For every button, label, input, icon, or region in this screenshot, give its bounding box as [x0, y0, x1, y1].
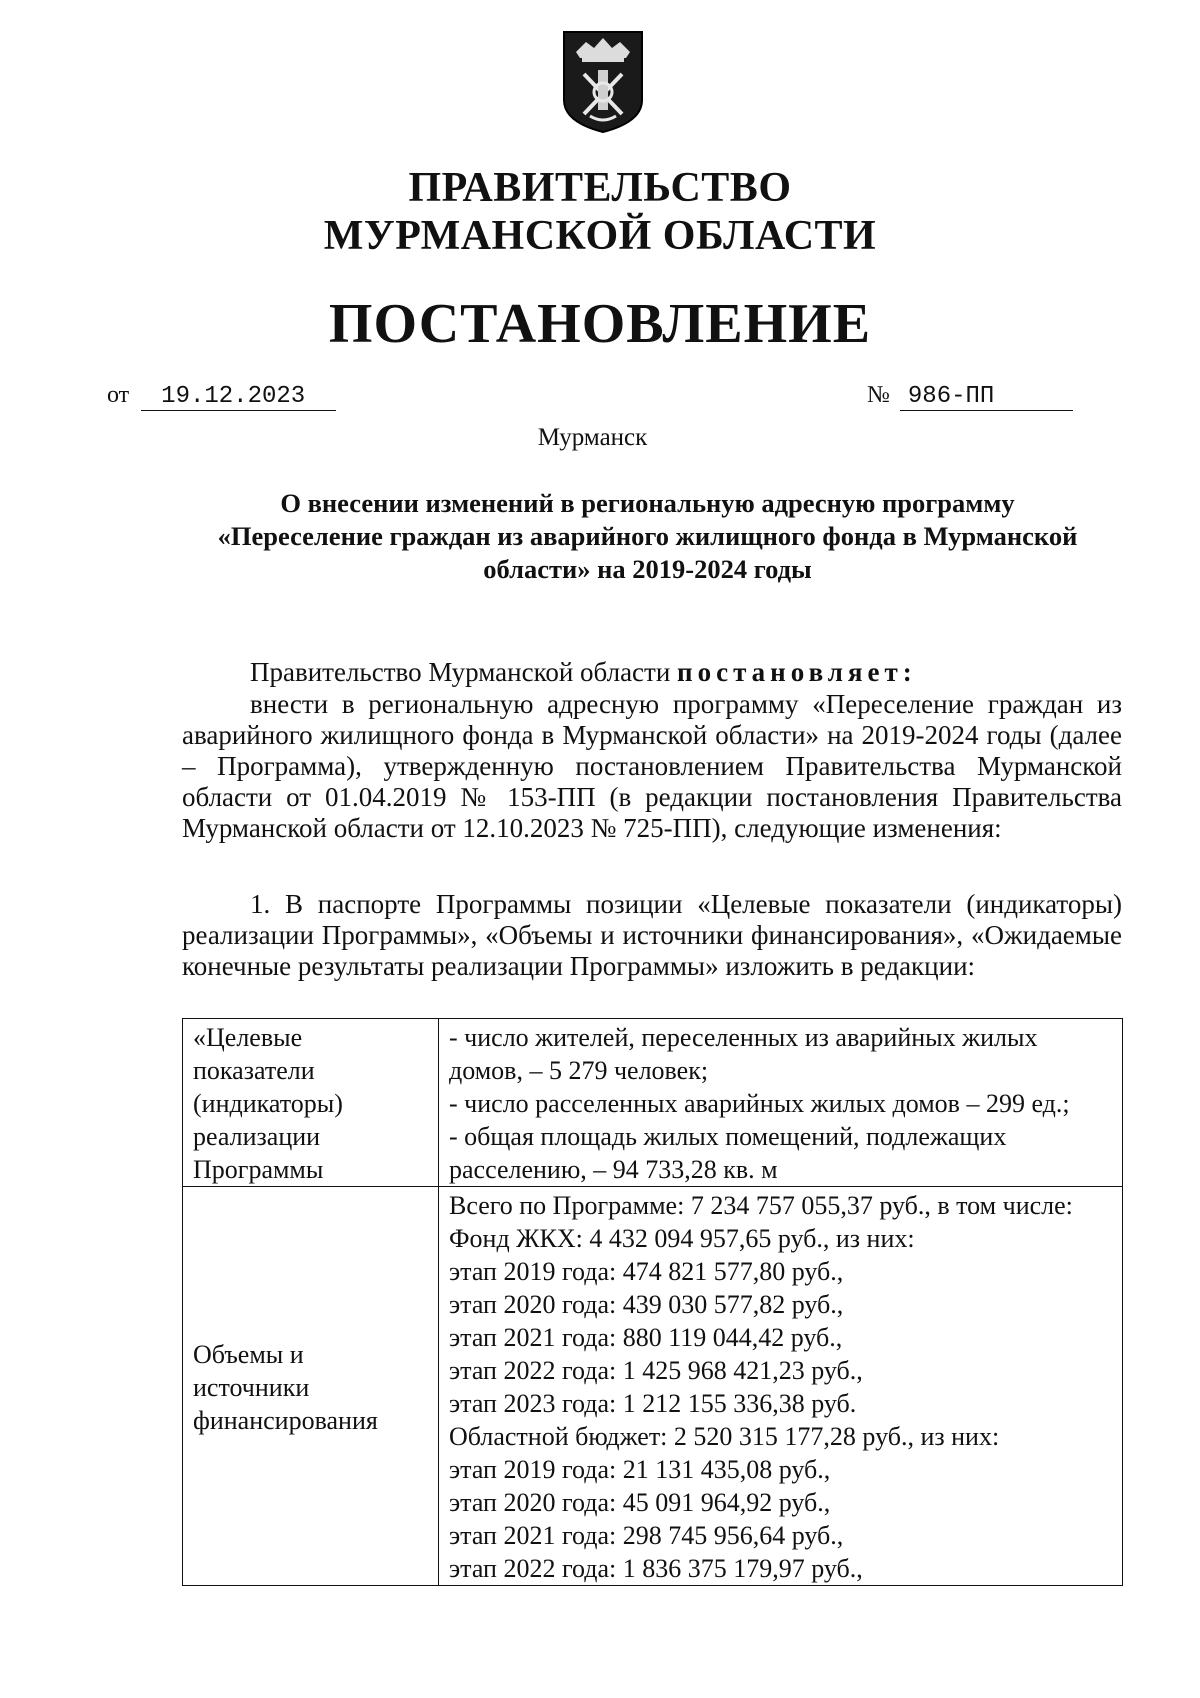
- list-item: этап 2020 года: 45 091 964,92 руб.,: [449, 1488, 831, 1517]
- label-line: (индикаторы): [193, 1089, 343, 1118]
- list-item: - число расселенных аварийных жилых домов – 299 ед.;: [449, 1089, 1070, 1118]
- document-date: [107, 382, 336, 411]
- list-item: - общая площадь жилых помещений, подлежащих расселению, – 94 733,28 кв. м: [449, 1122, 1007, 1184]
- intro-decree-word: постановляет:: [677, 657, 917, 687]
- list-item: этап 2021 года: 298 745 956,64 руб.,: [449, 1521, 844, 1550]
- government-title-line1: ПРАВИТЕЛЬСТВО: [408, 165, 792, 211]
- list-item: Областной бюджет: 2 520 315 177,28 руб., из них:: [449, 1422, 1000, 1451]
- list-item: Всего по Программе: 7 234 757 055,37 руб., в том числе:: [449, 1191, 1073, 1220]
- government-title-line2: МУРМАНСКОЙ ОБЛАСТИ: [323, 213, 877, 259]
- label-line: реализации: [193, 1122, 321, 1151]
- list-item: этап 2023 года: 1 212 155 336,38 руб.: [449, 1389, 857, 1418]
- paragraph-amendment: внести в региональную адресную программу «Переселение граждан из аварийного жилищного фонда в Мурманской области» на 2019-2024 годы (далее – Программа), утвержденную постановлением Правительства Мурманской области от 01.04.2019 № 153-ПП (в редакции постановления Правительства Мурманской области от 12.10.2023 № 725-ПП), следующие изменения:: [182, 689, 1122, 843]
- list-item: - число жителей, переселенных из аварийных жилых домов, – 5 279 человек;: [449, 1023, 1038, 1085]
- document-subject: [180, 487, 1115, 586]
- label-line: источники: [193, 1372, 310, 1402]
- list-item: этап 2020 года: 439 030 577,82 руб.,: [449, 1290, 844, 1319]
- table-cell-label: [183, 1187, 439, 1586]
- city-name: Мурманск: [537, 424, 648, 451]
- list-item: этап 2022 года: 1 425 968 421,23 руб.,: [449, 1356, 863, 1385]
- label-line: Объемы и: [193, 1339, 304, 1369]
- date-value: 19.12.2023: [141, 384, 336, 411]
- resolution-intro: [182, 657, 1122, 688]
- coat-of-arms-icon: [562, 30, 644, 134]
- paragraph-item-1: 1. В паспорте Программы позиции «Целевые показатели (индикаторы) реализации Программы», «Объемы и источники финансирования», «Ожидаемые конечные результаты реализации Программы» изложить в редакции:: [182, 889, 1122, 981]
- document-type-title: ПОСТАНОВЛЕНИЕ: [328, 293, 872, 355]
- document-number: [867, 382, 1073, 411]
- list-item: этап 2019 года: 21 131 435,08 руб.,: [449, 1455, 831, 1484]
- table-cell-label: [183, 1019, 439, 1187]
- list-item: этап 2022 года: 1 836 375 179,97 руб.,: [449, 1554, 863, 1583]
- subject-line: области» на 2019-2024 годы: [483, 554, 812, 584]
- list-item: этап 2019 года: 474 821 577,80 руб.,: [449, 1257, 844, 1286]
- table-row: [183, 1019, 1123, 1187]
- list-item: Фонд ЖКХ: 4 432 094 957,65 руб., из них:: [449, 1224, 915, 1253]
- date-label: от: [107, 382, 130, 408]
- table-cell-value: [439, 1019, 1123, 1187]
- label-line: показатели: [193, 1056, 315, 1085]
- table-cell-value: [439, 1187, 1123, 1586]
- list-item: этап 2021 года: 880 119 044,42 руб.,: [449, 1323, 843, 1352]
- label-line: «Целевые: [193, 1023, 303, 1052]
- number-value: 986-ПП: [900, 384, 1073, 411]
- label-line: Программы: [193, 1155, 324, 1184]
- passport-table: [182, 1018, 1123, 1586]
- intro-prefix: Правительство Мурманской области: [250, 657, 671, 687]
- number-label: №: [867, 382, 890, 408]
- table-row: [183, 1187, 1123, 1586]
- subject-line: О внесении изменений в региональную адресную программу: [280, 488, 1015, 518]
- label-line: финансирования: [193, 1405, 378, 1435]
- subject-line: «Переселение граждан из аварийного жилищного фонда в Мурманской: [217, 521, 1078, 551]
